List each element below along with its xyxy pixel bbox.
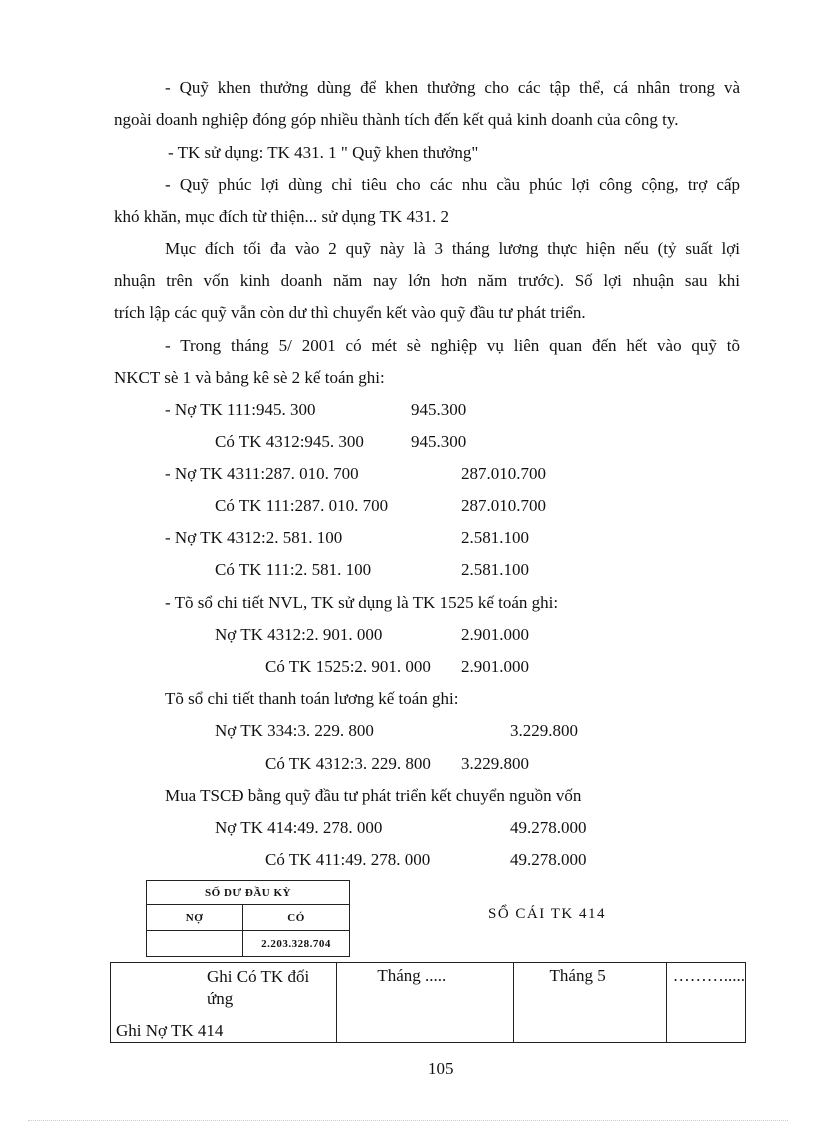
entry-text: - Nợ TK 4312:2. 581. 100 bbox=[165, 528, 343, 547]
entry-amount: 3.229.800 bbox=[510, 721, 578, 740]
entry-amount: 49.278.000 bbox=[510, 818, 587, 837]
entry-amount: 2.901.000 bbox=[461, 625, 529, 644]
entry-amount: 945.300 bbox=[411, 432, 467, 451]
entry-amount: 287.010.700 bbox=[461, 496, 546, 515]
column-month-blank: Tháng ..... bbox=[337, 963, 513, 1043]
entry-text: - Tõ sổ chi tiết NVL, TK sử dụng là TK 1525 kế toán ghi: bbox=[165, 593, 559, 612]
entry-amount: 945.300 bbox=[411, 400, 467, 419]
entry-text: Nợ TK 414:49. 278. 000 bbox=[215, 818, 383, 837]
entry-text: - Nợ TK 4311:287. 010. 700 bbox=[165, 464, 359, 483]
paragraph-bonus-fund-line-2: ngoài doanh nghiệp đóng góp nhiều thành tích đến kết quả kinh doanh của công ty. bbox=[114, 110, 679, 129]
paragraph-purpose-line-3: trích lập các quỹ vẫn còn dư thì chuyển kết vào quỹ đầu tư phát triển. bbox=[114, 303, 586, 322]
footer-divider bbox=[28, 1120, 788, 1121]
entry-text: Có TK 111:287. 010. 700 bbox=[215, 496, 389, 515]
entry-text: Nợ TK 4312:2. 901. 000 bbox=[215, 625, 383, 644]
corner-debit-label: Ghi Nợ TK 414 bbox=[116, 1021, 224, 1040]
ledger-title: SỔ CÁI TK 414 bbox=[488, 906, 606, 922]
entry-amount: 2.901.000 bbox=[461, 657, 529, 676]
entry-amount: 2.581.100 bbox=[461, 528, 529, 547]
entry-text: Nợ TK 334:3. 229. 800 bbox=[215, 721, 374, 740]
opening-credit-value: 2.203.328.704 bbox=[243, 931, 350, 957]
opening-credit-label: CÓ bbox=[243, 905, 350, 931]
opening-balance-table bbox=[146, 880, 350, 957]
entry-text: Có TK 411:49. 278. 000 bbox=[265, 850, 431, 869]
ledger-table bbox=[110, 962, 746, 1043]
ledger-corner-cell bbox=[111, 963, 337, 1043]
opening-debit-value bbox=[147, 931, 243, 957]
entry-text: Mua TSCĐ bằng quỹ đầu tư phát triển kết chuyển nguồn vốn bbox=[165, 786, 582, 805]
paragraph-welfare-fund-line-1: - Quỹ phúc lợi dùng chỉ tiêu cho các nhu cầu phúc lợi công cộng, trợ cấp bbox=[165, 175, 740, 194]
opening-balance-header: SỐ DƯ ĐẦU KỲ bbox=[147, 881, 350, 905]
entry-amount: 2.581.100 bbox=[461, 560, 529, 579]
entry-text: Có TK 1525:2. 901. 000 bbox=[265, 657, 431, 676]
paragraph-may-transactions-line-1: - Trong tháng 5/ 2001 có mét sè nghiệp vụ liên quan đến hết vào quỹ tõ bbox=[165, 336, 740, 355]
opening-debit-label: NỢ bbox=[147, 905, 243, 931]
paragraph-purpose-line-2: nhuận trên vốn kinh doanh năm nay lớn hơn năm trước). Số lợi nhuận sau khi bbox=[114, 271, 740, 290]
column-month-5: Tháng 5 bbox=[513, 963, 666, 1043]
entry-text: Tõ sổ chi tiết thanh toán lương kế toán ghi: bbox=[165, 689, 459, 708]
entry-text: Có TK 4312:3. 229. 800 bbox=[265, 754, 431, 773]
page-number: 105 bbox=[428, 1059, 454, 1078]
entry-text: - Nợ TK 111:945. 300 bbox=[165, 400, 316, 419]
paragraph-purpose-line-1: Mục đích tối đa vào 2 quỹ này là 3 tháng lương thực hiện nếu (tỷ suất lợi bbox=[165, 239, 740, 258]
entry-amount: 287.010.700 bbox=[461, 464, 546, 483]
entry-amount: 3.229.800 bbox=[461, 754, 529, 773]
entry-amount: 49.278.000 bbox=[510, 850, 587, 869]
paragraph-may-transactions-line-2: NKCT sè 1 và bảng kê sè 2 kế toán ghi: bbox=[114, 368, 385, 387]
entry-text: Có TK 4312:945. 300 bbox=[215, 432, 364, 451]
corner-credit-label: Ghi Có TK đối ứng bbox=[207, 967, 310, 1008]
paragraph-bonus-fund-line-1: - Quỹ khen thưởng dùng để khen thưởng cho các tập thể, cá nhân trong và bbox=[165, 78, 740, 97]
paragraph-welfare-fund-line-2: khó khăn, mục đích từ thiện... sử dụng TK 431. 2 bbox=[114, 207, 449, 226]
entry-text: Có TK 111:2. 581. 100 bbox=[215, 560, 372, 579]
paragraph-account-used: - TK sử dụng: TK 431. 1 " Quỹ khen thưởng" bbox=[168, 143, 479, 162]
column-more: ………..... bbox=[666, 963, 745, 1043]
